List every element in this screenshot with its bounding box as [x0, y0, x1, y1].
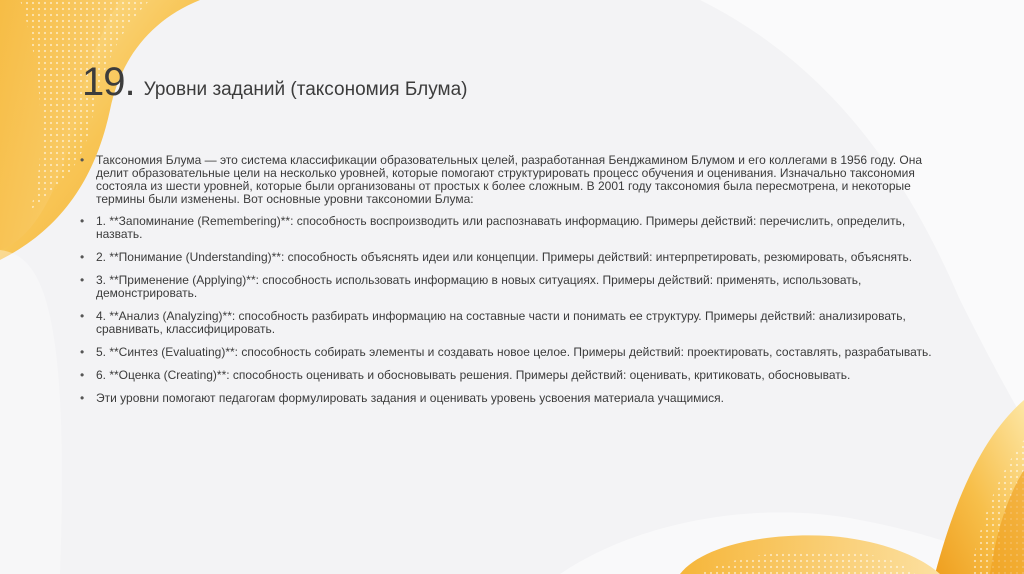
bullet-conclusion: • Эти уровни помогают педагогам формулировать задания и оценивать уровень усвоения материала учащимися. [80, 392, 940, 405]
bullet-level-6: • 6. **Оценка (Creating)**: способность оценивать и обосновывать решения. Примеры действий: оценивать, критиковать, обосновывать. [80, 369, 940, 382]
title-dot: . [124, 60, 136, 104]
bullet-level-2: • 2. **Понимание (Understanding)**: способность объяснять идеи или концепции. Примеры действий: интерпретировать, резюмировать, объяснять. [80, 251, 940, 264]
title-text: Уровни заданий (таксономия Блума) [143, 79, 468, 100]
slide-title [82, 60, 467, 108]
bullet-level-1: • 1. **Запоминание (Remembering)**: способность воспроизводить или распознавать информацию. Примеры действий: перечислить, определить, назвать. [80, 215, 940, 241]
bullet-level-4: • 4. **Анализ (Analyzing)**: способность разбирать информацию на составные части и понимать ее структуру. Примеры действий: анализировать, сравнивать, классифицировать. [80, 310, 940, 336]
title-number: 19 [82, 60, 125, 104]
bullet-list [80, 154, 940, 415]
bullet-level-5: • 5. **Синтез (Evaluating)**: способность собирать элементы и создавать новое целое. Примеры действий: проектировать, составлять, разрабатывать. [80, 346, 940, 359]
bullet-intro: • Таксономия Блума — это система классификации образовательных целей, разработанная Бенджамином Блумом и его коллегами в 1956 году. Она делит образовательные цели на несколько уровней, которые помогают структурировать процесс обучения и оценивания. Изначально таксономия состояла из шести уровней, которые были организованы от простых к более сложным. В 2001 году таксономия была пересмотрена, и некоторые термины были изменены. Вот основные уровни таксономии Блума: [80, 154, 940, 206]
bullet-level-3: • 3. **Применение (Applying)**: способность использовать информацию в новых ситуациях. Примеры действий: применять, использовать, демонстрировать. [80, 274, 940, 300]
